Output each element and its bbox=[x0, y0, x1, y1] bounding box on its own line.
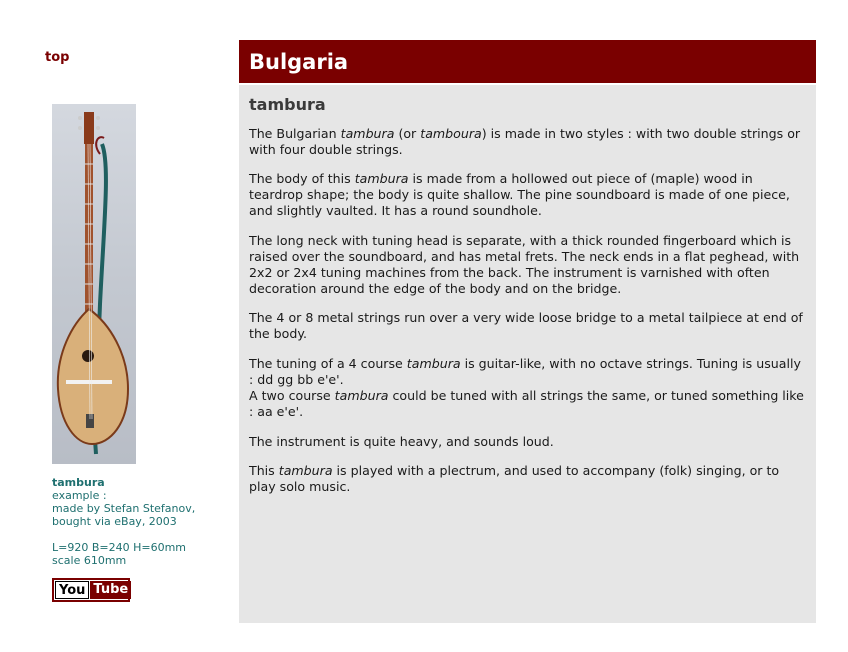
italic-term: tambura bbox=[354, 171, 409, 186]
paragraph-intro bbox=[249, 126, 806, 158]
italic-term: tambura bbox=[278, 463, 333, 478]
caption-scale: scale 610mm bbox=[52, 554, 127, 567]
italic-term: tambura bbox=[334, 388, 389, 403]
italic-term: tambura bbox=[340, 126, 395, 141]
tambura-illustration bbox=[52, 104, 136, 464]
caption-dimensions: L=920 B=240 H=60mm bbox=[52, 541, 187, 554]
caption-spacer bbox=[52, 528, 222, 541]
main-panel bbox=[239, 40, 816, 623]
youtube-logo-tube: Tube bbox=[90, 581, 131, 599]
top-link[interactable]: top bbox=[45, 50, 70, 65]
text-span: The Bulgarian bbox=[249, 126, 341, 141]
article bbox=[239, 85, 816, 495]
paragraph-neck: The long neck with tuning head is separate, with a thick rounded fingerboard which is raised over the soundboard, and has metal frets. The neck ends in a flat peghead, with 2x2 or 2x4 tuning machines from the back. The instrument is varnished with often decoration around the edge of the body and on the bridge. bbox=[249, 233, 800, 296]
paragraph-body bbox=[249, 171, 806, 219]
page-title: Bulgaria bbox=[249, 49, 349, 74]
photo-caption bbox=[52, 476, 222, 567]
caption-line: bought via eBay, 2003 bbox=[52, 515, 177, 528]
text-span: (or bbox=[394, 126, 421, 141]
text-span: The tuning of a 4 course bbox=[249, 356, 407, 371]
article-heading: tambura bbox=[249, 95, 326, 114]
youtube-logo-you: You bbox=[55, 581, 89, 599]
tambura-photo bbox=[52, 104, 136, 464]
text-span: ) is made in two styles : with two double strings or with four double strings. bbox=[249, 126, 801, 157]
paragraph-strings: The 4 or 8 metal strings run over a very wide loose bridge to a metal tailpiece at end of the body. bbox=[249, 310, 803, 341]
text-span: This bbox=[249, 463, 279, 478]
text-span: is made from a hollowed out piece of (maple) wood in teardrop shape; the body is quite shallow. The pine soundboard is made of one piece, and slightly vaulted. It has a round soundhole. bbox=[249, 171, 790, 218]
text-span: The body of this bbox=[249, 171, 355, 186]
italic-term: tambura bbox=[406, 356, 461, 371]
text-span: is guitar-like, with no octave strings. Tuning is usually : dd gg bb e'e'. bbox=[249, 356, 801, 387]
panel-header bbox=[239, 40, 816, 85]
italic-term: tamboura bbox=[420, 126, 482, 141]
paragraph-sound: The instrument is quite heavy, and sounds loud. bbox=[249, 434, 554, 449]
text-span: A two course bbox=[249, 388, 335, 403]
caption-line: made by Stefan Stefanov, bbox=[52, 502, 196, 515]
paragraph-playing bbox=[249, 463, 806, 495]
caption-line: example : bbox=[52, 489, 107, 502]
text-span: could be tuned with all strings the same, or tuned something like : aa e'e'. bbox=[249, 388, 804, 419]
paragraph-tuning bbox=[249, 356, 806, 420]
caption-title: tambura bbox=[52, 476, 105, 489]
youtube-button[interactable] bbox=[52, 578, 130, 602]
text-span: is played with a plectrum, and used to accompany (folk) singing, or to play solo music. bbox=[249, 463, 780, 494]
